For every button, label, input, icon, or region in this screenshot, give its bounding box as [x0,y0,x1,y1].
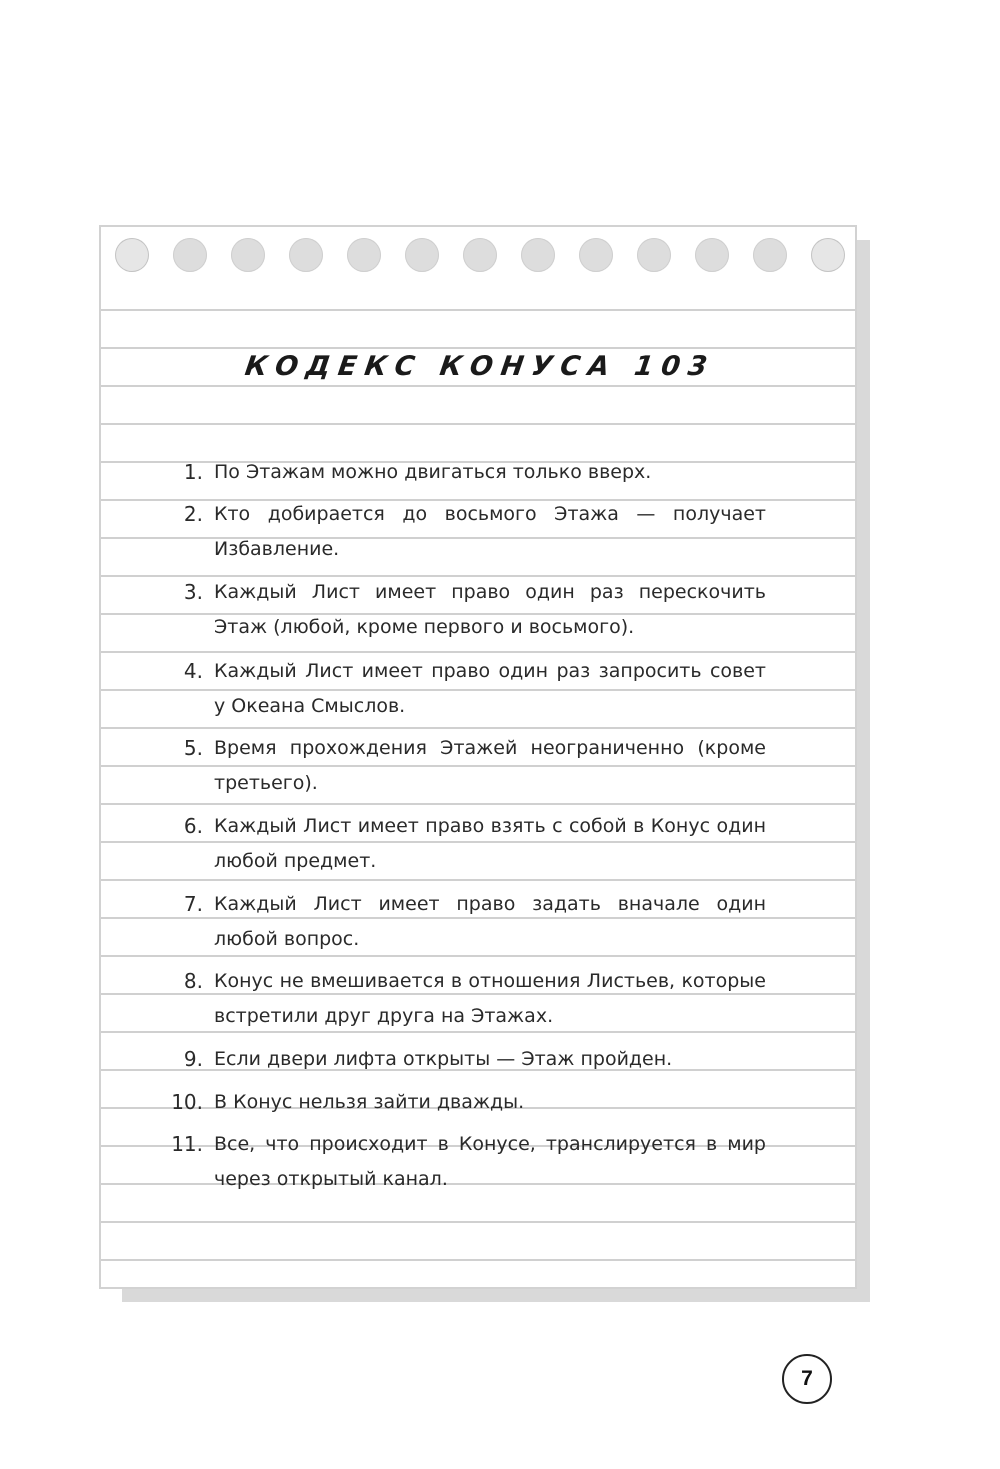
rule-text: Каждый Лист имеет право задать вначале один любой вопрос. [214,893,766,950]
rule-number: 7. [183,892,203,916]
rule-number: 9. [183,1047,203,1071]
rule-text: Кто добирается до восьмого Этажа — получает Избавление. [214,503,766,560]
rule-number: 3. [183,580,203,604]
rule-number: 11. [171,1132,203,1156]
rule-text: Каждый Лист имеет право один раз запросить совет у Океана Смыслов. [214,660,766,717]
rule-text: Время прохождения Этажей неограниченно (кроме третьего). [214,737,766,794]
rule-text: Если двери лифта открыты — Этаж пройден. [214,1048,673,1070]
rule-number: 6. [183,814,203,838]
page-title: КОДЕКС КОНУСА 103 [242,351,718,382]
rule-number: 1. [183,460,203,484]
rule-number: 2. [183,502,203,526]
rule-text: Каждый Лист имеет право взять с собой в Конус один любой предмет. [214,815,766,872]
rule-text: Конус не вмешивается в отношения Листьев, которые встретили друг друга на Этажах. [214,970,766,1027]
rules-list [101,227,859,1291]
notebook-sheet [99,225,857,1289]
rule-text: В Конус нельзя зайти дважды. [214,1091,525,1113]
rule-number: 10. [171,1090,203,1114]
rule-number: 8. [183,969,203,993]
rule-number: 4. [183,659,203,683]
page-number: 7 [782,1354,832,1404]
rule-text: По Этажам можно двигаться только вверх. [214,461,652,483]
rule-number: 5. [183,736,203,760]
rule-text: Каждый Лист имеет право один раз перескочить Этаж (любой, кроме первого и восьмого). [214,581,766,638]
rule-text: Все, что происходит в Конусе, транслируется в мир через открытый канал. [214,1133,766,1190]
